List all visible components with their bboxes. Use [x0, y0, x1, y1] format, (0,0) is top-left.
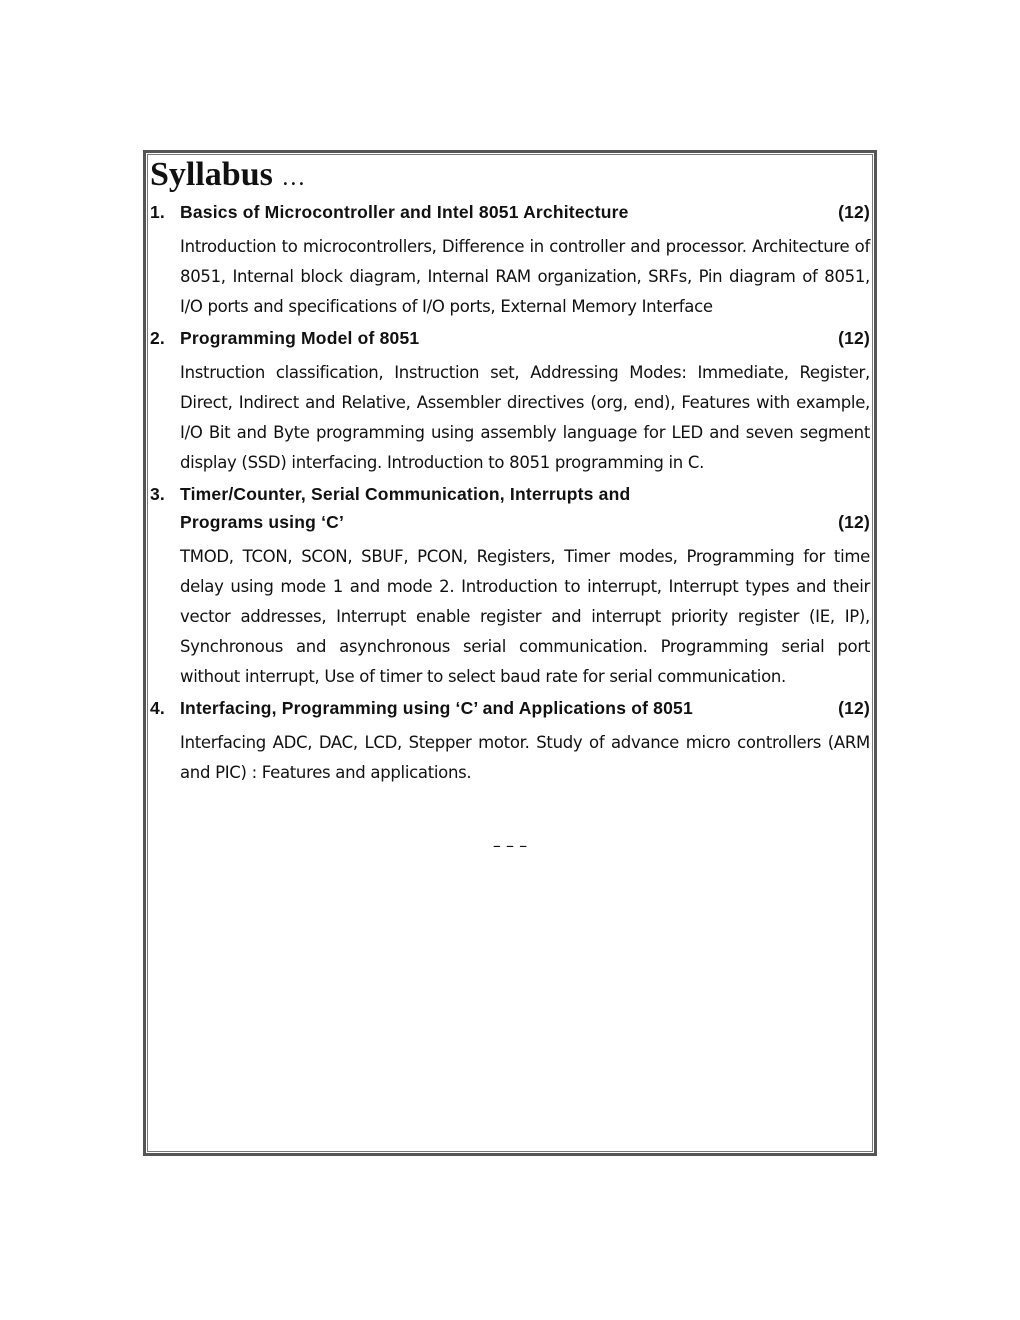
unit-2	[150, 324, 870, 478]
unit-marks: (12)	[838, 202, 870, 222]
unit-4	[150, 694, 870, 788]
unit-3	[150, 480, 870, 692]
unit-heading	[150, 480, 870, 508]
unit-1	[150, 198, 870, 322]
unit-number: 1.	[150, 202, 165, 222]
unit-number: 3.	[150, 484, 165, 504]
unit-description: TMOD, TCON, SCON, SBUF, PCON, Registers, Timer modes, Programming for time delay using mode 1 and mode 2. Introduction to interrupt, Interrupt types and their vector addresses, Interrupt enable register and interrupt priority register (IE, IP), Synchronous and asynchronous serial communication. Programming serial port without interrupt, Use of timer to select baud rate for serial communication.	[180, 547, 870, 686]
unit-heading	[150, 324, 870, 352]
unit-marks: (12)	[838, 512, 870, 532]
page-title	[150, 155, 305, 198]
unit-heading	[150, 694, 870, 722]
unit-marks: (12)	[838, 698, 870, 718]
syllabus-units	[150, 198, 870, 790]
unit-number: 2.	[150, 328, 165, 348]
unit-description: Introduction to microcontrollers, Difference in controller and processor. Architecture of 8051, Internal block diagram, Internal RAM organization, SRFs, Pin diagram of 8051, I/O ports and specifications of I/O ports, External Memory Interface	[180, 237, 870, 316]
unit-description: Instruction classification, Instruction set, Addressing Modes: Immediate, Register, Direct, Indirect and Relative, Assembler directives (org, end), Features with example, I/O Bit and Byte programming using assembly language for LED and seven segment display (SSD) interfacing. Introduction to 8051 programming in C.	[180, 363, 870, 472]
end-mark: – – –	[492, 836, 528, 855]
unit-heading	[150, 198, 870, 226]
title-ellipsis: …	[281, 165, 306, 191]
unit-heading-line2	[150, 508, 870, 536]
unit-number: 4.	[150, 698, 165, 718]
title-text: Syllabus	[150, 156, 273, 193]
unit-title-line2: Programs using ‘C’	[180, 512, 345, 532]
unit-description: Interfacing ADC, DAC, LCD, Stepper motor. Study of advance micro controllers (ARM and PIC) : Features and applications.	[180, 733, 870, 782]
unit-title: Interfacing, Programming using ‘C’ and Applications of 8051	[180, 698, 693, 718]
unit-title: Programming Model of 8051	[180, 328, 420, 348]
unit-title: Timer/Counter, Serial Communication, Interrupts and	[180, 484, 631, 504]
unit-marks: (12)	[838, 328, 870, 348]
unit-title: Basics of Microcontroller and Intel 8051 Architecture	[180, 202, 629, 222]
